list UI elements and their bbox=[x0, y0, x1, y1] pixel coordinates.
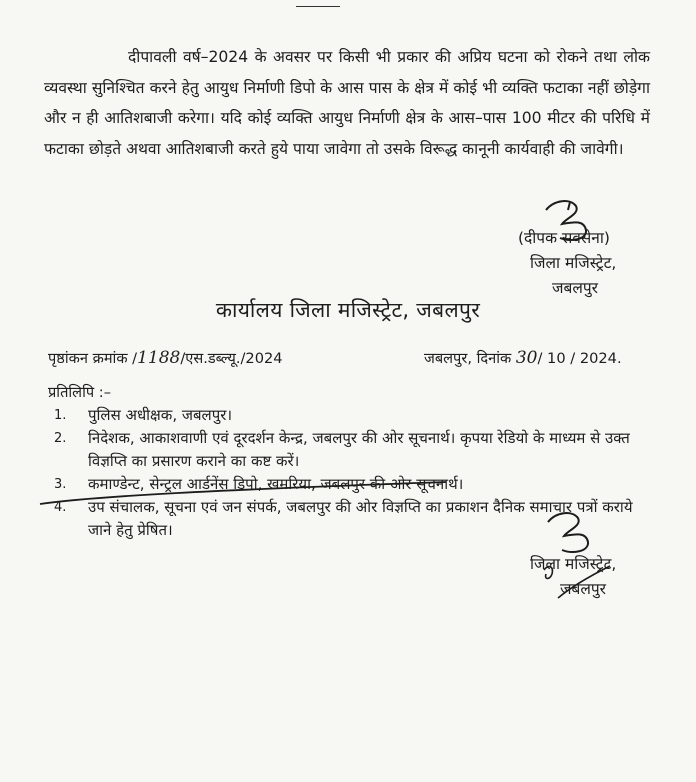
copy-item-number: 4. bbox=[54, 500, 67, 515]
reference-prefix: पृष्ठांकन क्रमांक / bbox=[48, 350, 138, 367]
date-prefix: जबलपुर, दिनांक bbox=[424, 350, 512, 367]
copy-item-text: उप संचालक, सूचना एवं जन संपर्क, जबलपुर की ओर विज्ञप्ति का प्रकाशन दैनिक समाचार पत्रों कराये जाने हेतु प्रेषित। bbox=[88, 498, 633, 539]
top-heading-underline bbox=[296, 0, 340, 7]
signatory-place: जबलपुर bbox=[552, 279, 599, 297]
reference-suffix: /एस.डब्ल्यू./2024 bbox=[180, 350, 283, 367]
copy-item-2 bbox=[48, 427, 658, 473]
copy-to-title: प्रतिलिपि :– bbox=[48, 384, 111, 401]
signatory-name: (दीपक सक्सेना) bbox=[518, 229, 610, 247]
order-paragraph: दीपावली वर्ष–2024 के अवसर पर किसी भी प्रकार की अप्रिय घटना को रोकने तथा लोक व्यवस्था सुनिश्चित करने हेतु आयुध निर्माणी डिपो के आस पास के क्षेत्र में कोई भी व्यक्ति फटाका नहीं छोड़ेगा और न ही आतिशबाजी करेगा। यदि कोई व्यक्ति आयुध निर्माणी क्षेत्र के आस–पास 100 मीटर की परिधि में फटाका छोड़ते अथवा आतिशबाजी करते हुये पाया जावेगा तो उसके विरूद्ध कानूनी कार्यवाही की जावेगी। bbox=[44, 48, 650, 158]
copy-item-1 bbox=[48, 404, 658, 427]
copy-item-number: 2. bbox=[54, 431, 67, 446]
reference-number bbox=[48, 348, 283, 368]
signatory-designation: जिला मजिस्ट्रेट, bbox=[530, 254, 617, 272]
handwritten-mark-line bbox=[36, 480, 456, 510]
copy-item-number: 1. bbox=[54, 408, 67, 423]
copy-item-text: निदेशक, आकाशवाणी एवं दूरदर्शन केन्द्र, जबलपुर की ओर सूचनार्थ। कृपया रेडियो के माध्यम से उक्त विज्ञप्ति का प्रसारण कराने का कष्ट करें। bbox=[88, 429, 630, 470]
issue-date bbox=[424, 348, 622, 368]
date-rest: / 10 / 2024. bbox=[537, 350, 622, 367]
copy-item-number: 3. bbox=[54, 477, 67, 492]
signature-block-1 bbox=[518, 226, 616, 301]
reference-handwritten-number: 1188 bbox=[137, 348, 181, 368]
office-heading: कार्यालय जिला मजिस्ट्रेट, जबलपुर bbox=[215, 298, 481, 322]
date-handwritten-day: 30 bbox=[515, 348, 538, 368]
signatory-place-2: जबलपुर bbox=[560, 580, 607, 598]
copy-item-text: पुलिस अधीक्षक, जबलपुर। bbox=[88, 406, 233, 424]
signatory-designation-2: जिला मजिस्ट्रेट, bbox=[530, 555, 617, 573]
copy-item-text: कमाण्डेन्ट, सेन्ट्रल आर्डनेंस डिपो, खमरिया, जबलपुर की ओर सूचनार्थ। bbox=[88, 475, 464, 493]
signature-block-2 bbox=[530, 552, 616, 602]
